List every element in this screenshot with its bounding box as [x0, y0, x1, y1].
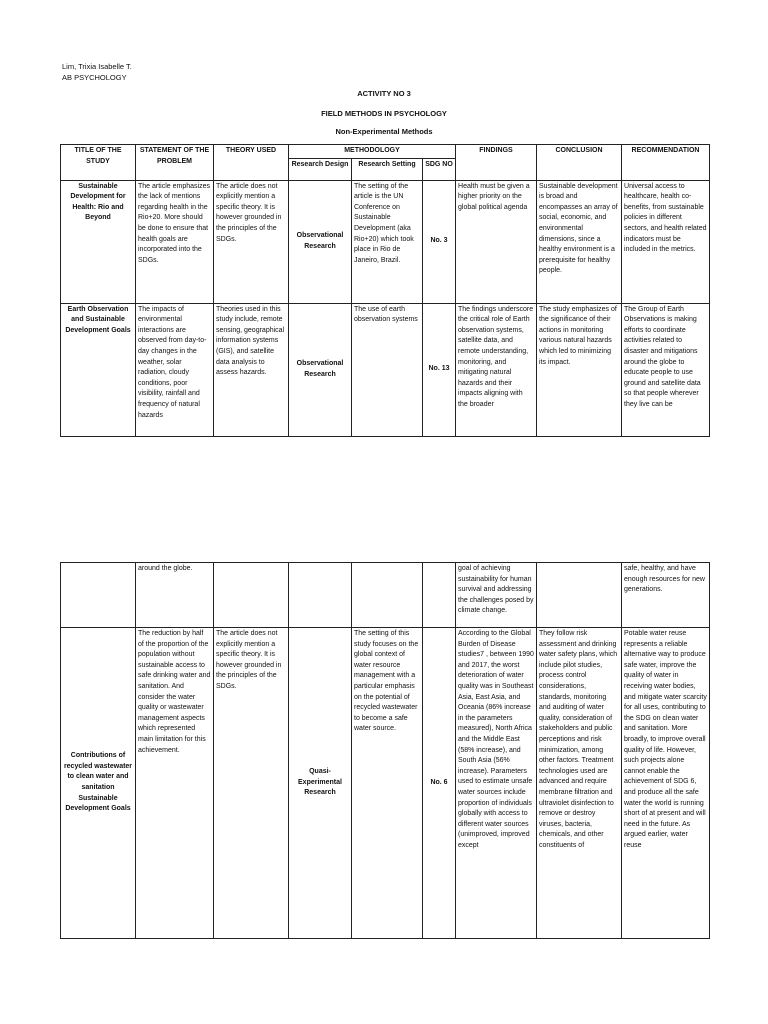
row2-theory: Theories used in this study include, remote sensing, geographical information systems (GIS), and satellite data analysis to assess hazards.: [214, 303, 289, 436]
header-setting: Research Setting: [352, 158, 423, 180]
row3-theory: The article does not explicitly mention a specific theory. It is however grounded in the principles of the SDGs.: [214, 628, 289, 939]
author-name: Lim, Trixia Isabelle T.: [62, 62, 132, 71]
cont-findings: goal of achieving sustainability for human survival and addressing the challenges posed by climate change.: [456, 563, 537, 628]
activity-heading: ACTIVITY NO 3: [357, 89, 411, 98]
table-row: [61, 303, 710, 436]
row1-title: Sustainable Development for Health: Rio and Beyond: [61, 180, 136, 303]
row2-sdg: No. 13: [423, 303, 456, 436]
research-table-part2: [60, 562, 710, 939]
row1-conclusion: Sustainable development is broad and encompasses an array of social, economic, and environmental dimensions, since a healthy environment is a prerequisite for healthy people.: [537, 180, 622, 303]
row3-design: Quasi-Experimental Research: [289, 628, 352, 939]
row3-title: Contributions of recycled wastewater to clean water and sanitation Sustainable Development Goals: [61, 628, 136, 939]
cont-theory: [214, 563, 289, 628]
header-design: Research Design: [289, 158, 352, 180]
row1-recommendation: Universal access to healthcare, health co-benefits, from sustainable policies in different sectors, and health related indicators must be included in the metrics.: [622, 180, 710, 303]
table-row: [61, 180, 710, 303]
cont-problem: around the globe.: [136, 563, 214, 628]
row3-recommendation: Potable water reuse represents a reliable alternative way to produce safe water, improve the quality of water in receiving water bodies, and mitigate water scarcity for all uses, contributing to the SDG on clean water and sanitation. More broadly, to improve overall quality of life. However, such projects alone cannot enable the achievement of SDG 6, and produce all the safe water the world is running short of at present and will need in the future. As argued earlier, water reuse: [622, 628, 710, 939]
header-conclusion: CONCLUSION: [537, 145, 622, 181]
row1-setting: The setting of the article is the UN Conference on Sustainable Development (aka Rio+20) which took place in Rio de Janeiro, Brazil.: [352, 180, 423, 303]
author-block: [62, 61, 132, 83]
row2-conclusion: The study emphasizes of the significance of their actions in monitoring various natural hazards which led to minimizing its impact.: [537, 303, 622, 436]
header-recommendation: RECOMMENDATION: [622, 145, 710, 181]
header-problem: STATEMENT OF THE PROBLEM: [136, 145, 214, 181]
cont-recommendation: safe, healthy, and have enough resources for new generations.: [622, 563, 710, 628]
row3-setting: The setting of this study focuses on the global context of water resource management with a particular emphasis on the potential of recycled wastewater to become a safe water source.: [352, 628, 423, 939]
cont-setting: [352, 563, 423, 628]
header-title: TITLE OF THE STUDY: [61, 145, 136, 181]
header-methodology: METHODOLOGY: [289, 145, 456, 159]
header-theory: THEORY USED: [214, 145, 289, 181]
topic-heading: Non-Experimental Methods: [335, 127, 433, 136]
row2-setting: The use of earth observation systems: [352, 303, 423, 436]
table-row: [61, 628, 710, 939]
author-program: AB PSYCHOLOGY: [62, 73, 127, 82]
row1-findings: Health must be given a higher priority on the global political agenda: [456, 180, 537, 303]
row1-sdg: No. 3: [423, 180, 456, 303]
cont-sdg: [423, 563, 456, 628]
table-row: [61, 563, 710, 628]
cont-title: [61, 563, 136, 628]
header-sdg: SDG NO: [423, 158, 456, 180]
row2-design: Observational Research: [289, 303, 352, 436]
cont-conclusion: [537, 563, 622, 628]
cont-design: [289, 563, 352, 628]
research-table-part1: [60, 144, 710, 437]
row2-recommendation: The Group of Earth Observations is making efforts to coordinate activities related to disaster and mitigations around the globe to educate people to use ground and satellite data so that people wherever they live can be: [622, 303, 710, 436]
course-heading: FIELD METHODS IN PSYCHOLOGY: [321, 109, 447, 118]
row3-findings: According to the Global Burden of Disease studies7 , between 1990 and 2017, the worst deterioration of water quality was in Southeast Asia, East Asia, and Oceania (86% increase in the parameters measured), North Africa and the Middle East (58% increase), and South Asia (56% increase). Parameters used to estimate unsafe water sources include proportion of individuals globally with access to different water sources (unimproved, improved except: [456, 628, 537, 939]
row1-theory: The article does not explicitly mention a specific theory. It is however grounded in the principles of the SDGs.: [214, 180, 289, 303]
header-findings: FINDINGS: [456, 145, 537, 181]
row3-conclusion: They follow risk assessment and drinking water safety plans, which include pilot studies, process control considerations, standards, monitoring and auditing of water quality, consideration of stakeholders and public perceptions and risk minimization, among other factors. Treatment technologies used are advanced and require membrane filtration and ultraviolet disinfection to remove or destroy viruses, bacteria, chemicals, and other constituents of: [537, 628, 622, 939]
row1-problem: The article emphasizes the lack of mentions regarding health in the Rio+20. More should be done to ensure that health goals are incorporated into the SDGs.: [136, 180, 214, 303]
row3-sdg: No. 6: [423, 628, 456, 939]
row3-problem: The reduction by half of the proportion of the population without sustainable access to safe drinking water and sanitation. And consider the water quality or wastewater management aspects which represented main limitation for this achievement.: [136, 628, 214, 939]
row2-findings: The findings underscore the critical role of Earth observation systems, satellite data, and remote understanding, monitoring, and mitigating natural hazards and their impacts aligning with the broader: [456, 303, 537, 436]
row1-design: Observational Research: [289, 180, 352, 303]
row2-title: Earth Observation and Sustainable Development Goals: [61, 303, 136, 436]
row2-problem: The impacts of environmental interactions are observed from day-to-day changes in the weather, solar radiation, cloudy conditions, poor visibility, rainfall and frequency of natural hazards: [136, 303, 214, 436]
